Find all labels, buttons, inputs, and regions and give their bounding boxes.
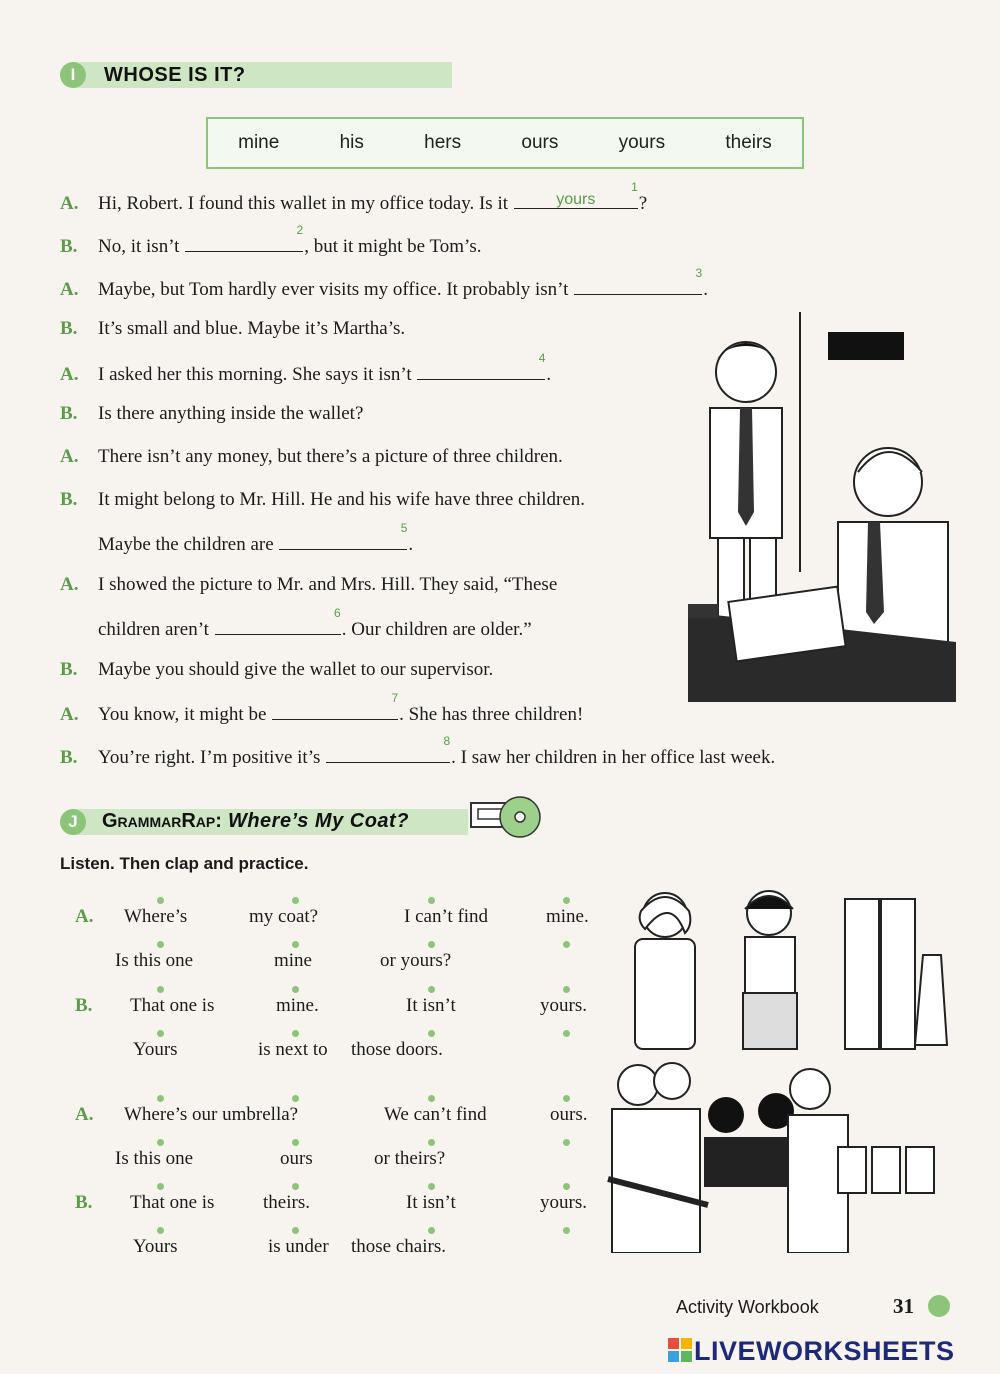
- line-text: It might belong to Mr. Hill. He and his wife have three children.: [98, 489, 586, 510]
- beat-dot: [157, 897, 164, 904]
- page-number: 31: [893, 1294, 914, 1318]
- beat-dot: [292, 897, 299, 904]
- dialogue-line: [60, 691, 584, 726]
- coat-illustration: [605, 885, 950, 1050]
- word-bank-item: ours: [521, 132, 559, 153]
- rap-word: Where’s: [124, 906, 188, 927]
- answer-blank-6[interactable]: [215, 606, 341, 635]
- line-text: Maybe, but Tom hardly ever visits my office. It probably isn’t: [98, 279, 569, 300]
- beat-dot: [292, 1139, 299, 1146]
- line-text: I showed the picture to Mr. and Mrs. Hill. They said, “These: [98, 574, 558, 595]
- beat-dot: [292, 1227, 299, 1234]
- line-text-after: . I saw her children in her office last week.: [451, 747, 776, 768]
- speaker-label: B.: [60, 747, 78, 768]
- speaker-label: A.: [60, 446, 79, 467]
- answer-blank-5[interactable]: [279, 521, 408, 550]
- beat-dot: [292, 986, 299, 993]
- dialogue-line: [60, 489, 585, 511]
- rap-word: mine: [274, 950, 312, 971]
- speaker-label: A.: [60, 364, 79, 385]
- beat-dot: [157, 1095, 164, 1102]
- line-text: Maybe the children are: [98, 534, 274, 555]
- rap-word: It isn’t: [406, 995, 456, 1016]
- answer-blank-3[interactable]: [574, 266, 703, 295]
- rap-word: Yours: [133, 1039, 178, 1060]
- speaker-label: B.: [60, 403, 78, 424]
- umbrella-illustration: [598, 1055, 950, 1253]
- beat-dot: [157, 1030, 164, 1037]
- blank-number: 4: [538, 351, 546, 365]
- line-text: Hi, Robert. I found this wallet in my office today. Is it: [98, 193, 509, 214]
- line-text-after: .: [408, 534, 414, 555]
- dialogue-line: [60, 318, 405, 340]
- answer-blank-2[interactable]: [185, 223, 304, 252]
- beat-dot: [428, 897, 435, 904]
- line-text: No, it isn’t: [98, 236, 180, 257]
- line-text-after: . Our children are older.”: [341, 619, 532, 640]
- section-i-title: WHOSE IS IT?: [104, 64, 246, 86]
- dialogue-line: [60, 223, 482, 258]
- dialogue-line: [60, 180, 648, 215]
- word-bank-item: theirs: [725, 132, 772, 153]
- page-dot-icon: [928, 1295, 950, 1317]
- answer-blank-1[interactable]: [514, 180, 638, 209]
- rap-title: Where’s My Coat?: [227, 810, 409, 832]
- rap-word: yours.: [540, 1192, 587, 1213]
- dialogue-line: [60, 403, 363, 425]
- line-text: I asked her this morning. She says it isn’t: [98, 364, 412, 385]
- line-text-after: . She has three children!: [399, 704, 584, 725]
- word-bank: [206, 117, 804, 169]
- speaker-label: A.: [60, 574, 79, 595]
- line-text: You’re right. I’m positive it’s: [98, 747, 321, 768]
- dialogue-line: [60, 446, 563, 468]
- beat-dot: [292, 1095, 299, 1102]
- speaker-label: A.: [60, 193, 79, 214]
- line-text-after: .: [703, 279, 708, 300]
- line-text-after: ?: [638, 193, 648, 214]
- beat-dot: [563, 986, 570, 993]
- beat-dot: [428, 986, 435, 993]
- line-text: You know, it might be: [98, 704, 267, 725]
- beat-dot: [563, 1227, 570, 1234]
- speaker-label: B.: [60, 236, 78, 257]
- beat-dot: [157, 986, 164, 993]
- word-bank-item: hers: [424, 132, 462, 153]
- beat-dot: [428, 1030, 435, 1037]
- blank-number: 8: [443, 734, 451, 748]
- speaker-label: A.: [60, 279, 79, 300]
- word-bank-item: mine: [238, 132, 280, 153]
- beat-dot: [428, 941, 435, 948]
- rap-word: yours.: [540, 995, 587, 1016]
- rap-word: Is this one: [115, 950, 194, 971]
- dialogue-line: [60, 659, 493, 681]
- rap-word: or theirs?: [374, 1148, 446, 1169]
- line-text: children aren’t: [98, 619, 209, 640]
- beat-dot: [157, 1183, 164, 1190]
- rap-speaker: A.: [75, 1104, 94, 1125]
- answer-text: yours: [556, 191, 596, 208]
- rap-speaker: B.: [75, 1192, 93, 1213]
- rap-word: I can’t find: [404, 906, 489, 927]
- beat-dot: [563, 1095, 570, 1102]
- brand-text: LIVEWORKSHEETS: [694, 1336, 955, 1366]
- dialogue-line: [60, 734, 776, 769]
- answer-blank-7[interactable]: [272, 691, 399, 720]
- rap-word: my coat?: [249, 906, 319, 927]
- beat-dot: [563, 1183, 570, 1190]
- dialogue-line: [60, 266, 708, 301]
- dialogue-line: [60, 521, 414, 556]
- dialogue-line: [60, 606, 532, 641]
- line-text-after: , but it might be Tom’s.: [304, 236, 482, 257]
- beat-dot: [563, 941, 570, 948]
- rap-word: That one is: [130, 1192, 215, 1213]
- speaker-label: B.: [60, 318, 78, 339]
- rap-word: That one is: [130, 995, 215, 1016]
- blank-number: 5: [400, 521, 408, 535]
- liveworksheets-logo-icon: [668, 1338, 692, 1362]
- beat-dot: [292, 1183, 299, 1190]
- line-text: It’s small and blue. Maybe it’s Martha’s.: [98, 318, 406, 339]
- beat-dot: [563, 897, 570, 904]
- rap-word: Yours: [133, 1236, 178, 1257]
- beat-dot: [428, 1095, 435, 1102]
- blank-number: 7: [391, 691, 399, 705]
- answer-blank-4[interactable]: [417, 351, 546, 380]
- rap-word: mine.: [546, 906, 589, 927]
- beat-dot: [563, 1030, 570, 1037]
- rap-speaker: B.: [75, 995, 93, 1016]
- rap-word: is next to: [258, 1039, 328, 1060]
- beat-dot: [157, 1139, 164, 1146]
- line-text: There isn’t any money, but there’s a picture of three children.: [98, 446, 563, 467]
- audio-cd-icon[interactable]: [470, 795, 542, 839]
- rap-word: or yours?: [380, 950, 452, 971]
- rap-speaker: A.: [75, 906, 94, 927]
- line-text-after: .: [546, 364, 552, 385]
- rap-word: mine.: [276, 995, 319, 1016]
- beat-dot: [157, 1227, 164, 1234]
- word-bank-item: yours: [618, 132, 666, 153]
- rap-word: Is this one: [115, 1148, 194, 1169]
- rap-word: is under: [268, 1236, 329, 1257]
- section-j-badge: J: [60, 809, 86, 835]
- grammar-rap-label: GrammarRap:: [102, 810, 222, 832]
- office-illustration: [688, 312, 956, 702]
- rap-instruction: Listen. Then clap and practice.: [60, 854, 309, 873]
- speaker-label: B.: [60, 489, 78, 510]
- beat-dot: [292, 941, 299, 948]
- rap-word: It isn’t: [406, 1192, 456, 1213]
- blank-number: 3: [695, 266, 703, 280]
- rap-word: We can’t find: [384, 1104, 487, 1125]
- book-title: Activity Workbook: [676, 1297, 819, 1317]
- rap-word: theirs.: [263, 1192, 310, 1213]
- section-j-title: [102, 810, 409, 833]
- beat-dot: [428, 1139, 435, 1146]
- beat-dot: [428, 1183, 435, 1190]
- dialogue-line: [60, 574, 557, 596]
- rap-word: Where’s our umbrella?: [124, 1104, 299, 1125]
- speaker-label: A.: [60, 704, 79, 725]
- rap-word: ours: [280, 1148, 313, 1169]
- line-text: Maybe you should give the wallet to our supervisor.: [98, 659, 494, 680]
- speaker-label: B.: [60, 659, 78, 680]
- rap-word: ours.: [550, 1104, 588, 1125]
- rap-word: those chairs.: [351, 1236, 446, 1257]
- beat-dot: [292, 1030, 299, 1037]
- beat-dot: [563, 1139, 570, 1146]
- blank-number: 6: [334, 606, 341, 620]
- beat-dot: [428, 1227, 435, 1234]
- beat-dot: [157, 941, 164, 948]
- answer-blank-8[interactable]: [326, 734, 451, 763]
- line-text: Is there anything inside the wallet?: [98, 403, 364, 424]
- word-bank-item: his: [339, 132, 364, 153]
- blank-number: 2: [296, 223, 304, 237]
- dialogue-line: [60, 351, 552, 386]
- blank-number: 1: [631, 180, 638, 194]
- section-i-badge: I: [60, 62, 86, 88]
- rap-word: those doors.: [351, 1039, 443, 1060]
